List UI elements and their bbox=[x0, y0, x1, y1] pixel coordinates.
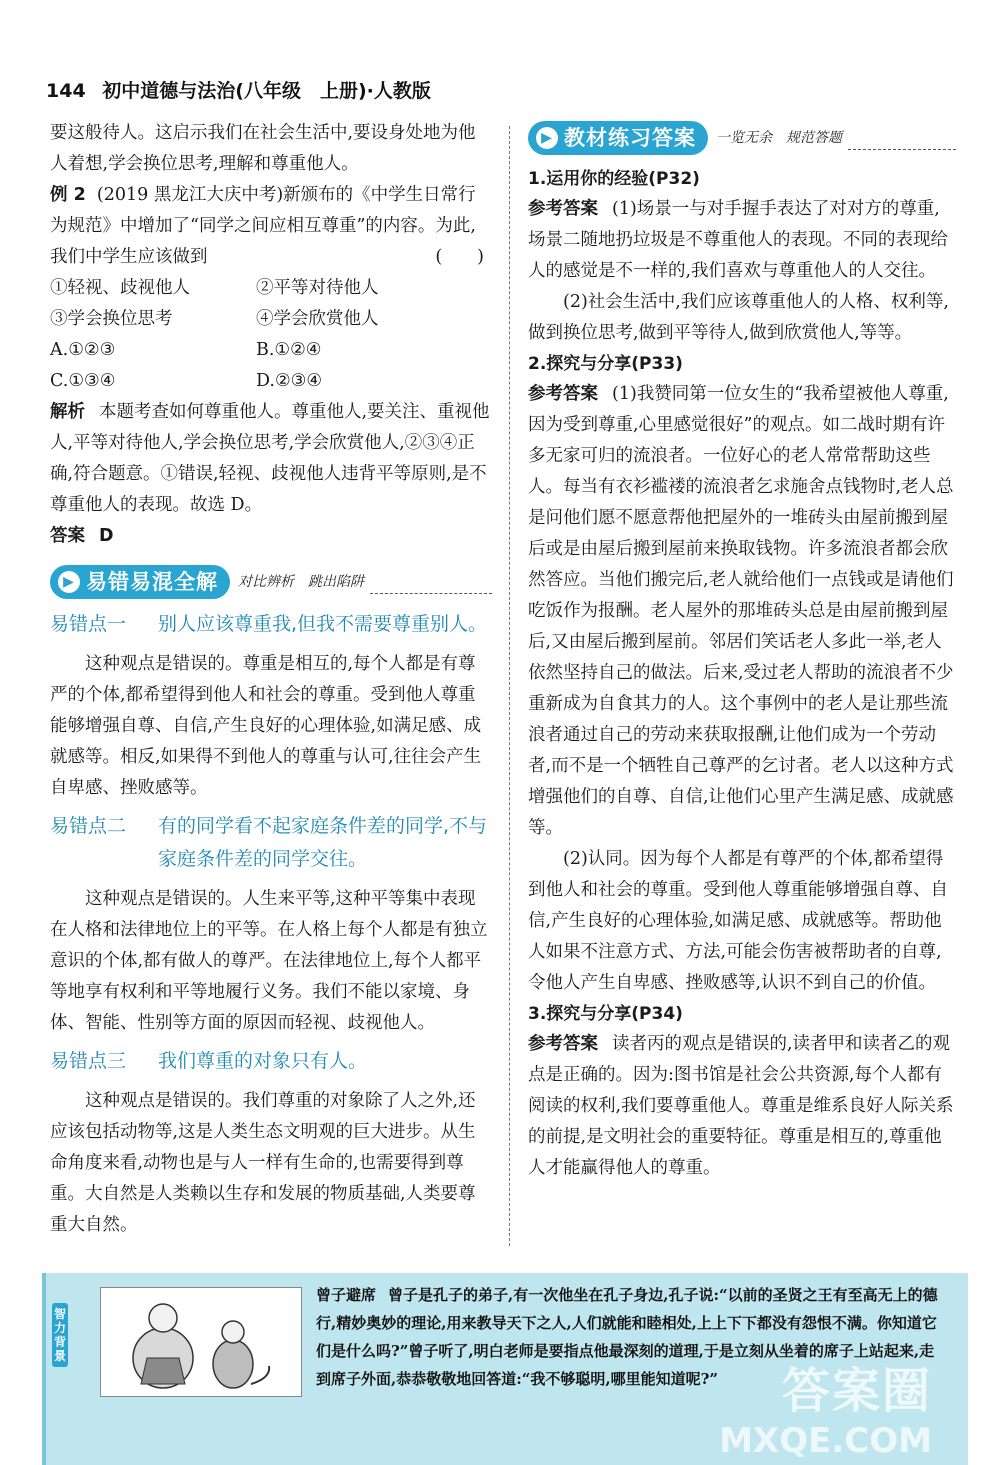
answer-value: D bbox=[99, 526, 114, 546]
section-title-box bbox=[50, 565, 230, 599]
watermark-text: 答案圈 bbox=[781, 1363, 932, 1419]
answer-paren: ( ) bbox=[435, 247, 484, 267]
example-text: (2019 黑龙江大庆中考)新颁布的《中学生日常行为规范》中增加了“同学之间应相互尊重”的内容。为此,我们中学生应该做到 bbox=[50, 185, 476, 267]
section-subtitle: 对比辨析 跳出陷阱 bbox=[238, 573, 364, 590]
page-header bbox=[46, 76, 946, 106]
error-explain-2: 这种观点是错误的。人生来平等,这种平等集中表现在人格和法律地位上的平等。在人格上每个人都是有独立意识的个体,都有做人的尊严。在法律地位上,每个人都平等地享有权利和平等地履行义务。我们不能以家境、身体、智能、性别等方面的原因而轻视、歧视他人。 bbox=[50, 889, 488, 1033]
section-title-box bbox=[528, 121, 708, 155]
item-1: ①轻视、歧视他人 bbox=[50, 278, 190, 298]
choice-d: D.②③④ bbox=[256, 371, 323, 391]
book-title: 初中道德与法治(八年级 上册)·人教版 bbox=[102, 80, 431, 102]
answer-text: (1)我赞同第一位女生的“我希望被他人尊重,因为受到尊重,心里感觉很好”的观点。如二战时期有许多无家可归的流浪者。一位好心的老人常常帮助这些人。每当有衣衫褴褛的流浪者乞求施舍点钱物时,老人总是问他们愿不愿意帮他把屋外的一堆砖头由屋前搬到屋后或是由屋后搬到屋前来换取钱物。许多流浪者都会欣然答应。当他们搬完后,老人就给他们一点钱或是请他们吃饭作为报酬。老人屋外的那堆砖头总是由屋前搬到屋后,又由屋后搬到屋前。邻居们笑话老人多此一举,老人依然坚持自己的做法。后来,受过老人帮助的流浪者不少重新成为自食其力的人。这个事例中的老人是让那些流浪者通过自己的劳动来获取报酬,让他们成为一个劳动者,而不是一个牺牲自己尊严的乞讨者。老人以这种方式增强他们的自尊、自信,让他们心里产生满足感、成就感等。 bbox=[528, 384, 954, 838]
side-label: 智力背景 bbox=[52, 1303, 68, 1367]
error-claim: 我们尊重的对象只有人。 bbox=[158, 1050, 368, 1072]
choice-c: C.①③④ bbox=[50, 371, 116, 391]
left-column bbox=[50, 118, 492, 1241]
choice-b: B.①②④ bbox=[256, 340, 322, 360]
answer-label: 参考答案 bbox=[528, 199, 598, 219]
analysis-label: 解析 bbox=[50, 402, 85, 422]
answer bbox=[50, 521, 492, 552]
analysis bbox=[50, 397, 492, 521]
item-4: ④学会欣赏他人 bbox=[256, 309, 379, 329]
speaker-icon: ▶ bbox=[536, 127, 558, 149]
banner-rule bbox=[848, 149, 956, 150]
analysis-text: 本题考查如何尊重他人。尊重他人,要关注、重视他人,平等对待他人,学会换位思考,学会欣赏他人,②③④正确,符合题意。①错误,轻视、歧视他人违背平等原则,是不尊重他人的表现。故选 D。 bbox=[50, 402, 490, 515]
section-title: 易错易混全解 bbox=[86, 569, 218, 594]
question-heading-1: 1.运用你的经验(P32) bbox=[528, 169, 700, 189]
error-explain-3: 这种观点是错误的。我们尊重的对象除了人之外,还应该包括动物等,这是人类生态文明观的巨大进步。从生命角度来看,动物也是与人一样有生命的,也需要得到尊重。大自然是人类赖以生存和发展的物质基础,人类要尊重大自然。 bbox=[50, 1091, 476, 1235]
story-title: 曾子避席 bbox=[316, 1286, 377, 1304]
answer-text: 读者丙的观点是错误的,读者甲和读者乙的观点是正确的。因为:图书馆是社会公共资源,每个人都有阅读的权利,我们要尊重他人。尊重是维系良好人际关系的前提,是文明社会的重要特征。尊重是相互的,尊重他人才能赢得他人的尊重。 bbox=[528, 1034, 954, 1178]
question-heading-2: 2.探究与分享(P33) bbox=[528, 354, 683, 374]
column-divider bbox=[509, 126, 510, 1246]
error-claim: 别人应该尊重我,但我不需要尊重别人。 bbox=[158, 613, 488, 635]
example-label: 例 2 bbox=[50, 185, 86, 205]
watermark bbox=[719, 1352, 932, 1461]
error-point-1 bbox=[50, 608, 492, 641]
answer-2-part-1 bbox=[528, 379, 956, 844]
background-story-box bbox=[42, 1273, 968, 1465]
watermark-url: MXQE.COM bbox=[719, 1421, 932, 1461]
answer-2-part-2: (2)认同。因为每个人都是有尊严的个体,都希望得到他人和社会的尊重。受到他人尊重能够增强自尊、自信,产生良好的心理体验,如满足感、成就感等。帮助他人如果不注意方式、方法,可能会伤害被帮助者的自尊,令他人产生自卑感、挫败感等,认识不到自己的价值。 bbox=[528, 849, 948, 993]
answer-label: 参考答案 bbox=[528, 384, 598, 404]
section-title: 教材练习答案 bbox=[564, 125, 696, 150]
answer-label: 参考答案 bbox=[528, 1034, 598, 1054]
page-number: 144 bbox=[46, 80, 86, 102]
intro-paragraph: 要这般待人。这启示我们在社会生活中,要设身处地为他人着想,学会换位思考,理解和尊重他人。 bbox=[50, 123, 476, 174]
story-text: 曾子是孔子的弟子,有一次他坐在孔子身边,孔子说:“以前的圣贤之王有至高无上的德行,精妙奥妙的理论,用来教导天下之人,人们就能和睦相处,上上下下都没有怨恨不满。你知道它们是什么吗?”曾子听了,明白老师是要指点他最深刻的道理,于是立刻从坐着的席子上站起来,走到席子外面,恭恭敬敬地回答道:“我不够聪明,哪里能知道呢?” bbox=[316, 1286, 938, 1388]
error-point-3 bbox=[50, 1045, 492, 1078]
error-explain-1: 这种观点是错误的。尊重是相互的,每个人都是有尊严的个体,都希望得到他人和社会的尊重。受到他人尊重能够增强自尊、自信,产生良好的心理体验,如满足感、成就感等。相反,如果得不到他人的尊重与认可,往往会产生自卑感、挫败感等。 bbox=[50, 654, 482, 798]
section-banner-answers bbox=[528, 118, 956, 158]
answer-label: 答案 bbox=[50, 526, 85, 546]
error-tag: 易错点二 bbox=[50, 815, 127, 837]
error-tag: 易错点三 bbox=[50, 1050, 127, 1072]
answer-1-part-1 bbox=[528, 194, 956, 287]
section-subtitle: 一览无余 规范答题 bbox=[716, 129, 842, 146]
figures-illustration bbox=[101, 1288, 301, 1396]
answer-3 bbox=[528, 1029, 956, 1184]
error-claim: 有的同学看不起家庭条件差的同学,不与家庭条件差的同学交往。 bbox=[158, 815, 488, 870]
example-items bbox=[50, 273, 492, 397]
banner-rule bbox=[370, 593, 492, 594]
error-point-2 bbox=[50, 810, 492, 876]
item-3: ③学会换位思考 bbox=[50, 309, 173, 329]
section-banner-errors bbox=[50, 562, 492, 602]
illustration bbox=[100, 1287, 302, 1397]
answer-1-part-2: (2)社会生活中,我们应该尊重他人的人格、权利等,做到换位思考,做到平等待人,做到欣赏他人,等等。 bbox=[528, 292, 949, 343]
right-column bbox=[528, 118, 956, 1184]
item-2: ②平等对待他人 bbox=[256, 278, 379, 298]
answer-text: (1)场景一与对手握手表达了对对方的尊重,场景二随地扔垃圾是不尊重他人的表现。不同的表现给人的感觉是不一样的,我们喜欢与尊重他人的人交往。 bbox=[528, 199, 948, 281]
question-heading-3: 3.探究与分享(P34) bbox=[528, 1004, 683, 1024]
error-tag: 易错点一 bbox=[50, 613, 127, 635]
speaker-icon: ▶ bbox=[58, 571, 80, 593]
example-question bbox=[50, 180, 492, 273]
choice-a: A.①②③ bbox=[50, 340, 116, 360]
